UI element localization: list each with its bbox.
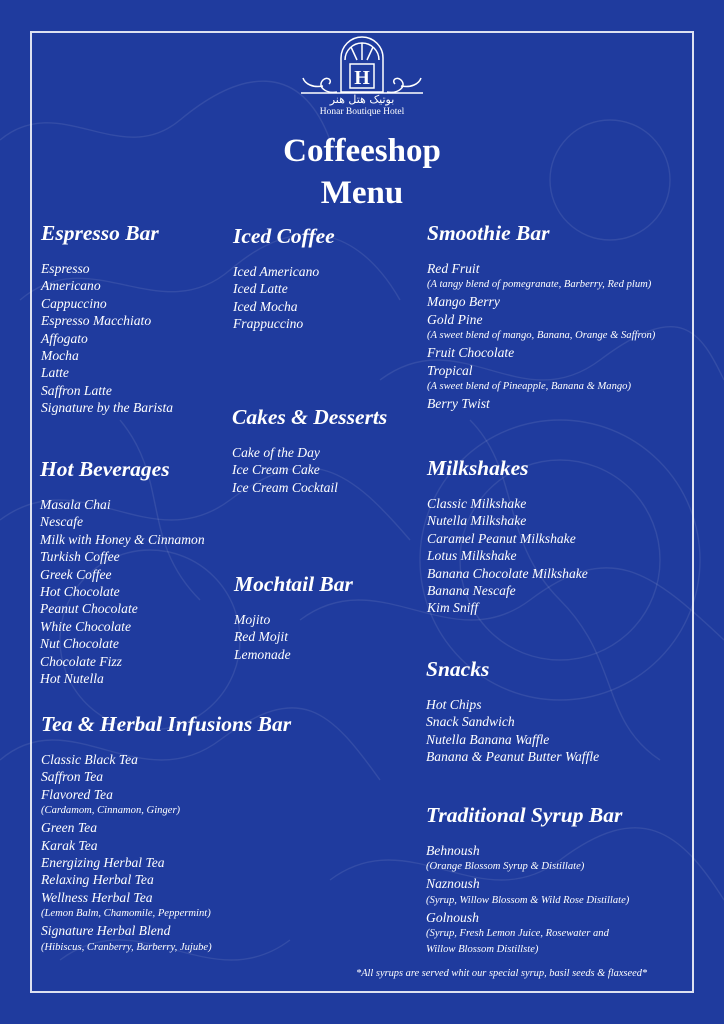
iced-coffee-list <box>233 263 335 333</box>
logo-name-english: Honar Boutique Hotel <box>319 107 405 117</box>
menu-item: Saffron Tea <box>41 769 104 785</box>
menu-item-description: (Orange Blossom Syrup & Distillate) <box>426 861 585 873</box>
cakes-desserts-section <box>232 404 387 496</box>
syrup-bar-section <box>426 802 629 958</box>
menu-item: Cake of the Day <box>232 445 320 460</box>
menu-item: Hot Chocolate <box>40 584 120 600</box>
menu-item: Lemonade <box>234 646 291 662</box>
menu-item: Milk with Honey & Cinnamon <box>40 531 205 547</box>
menu-item: Fruit Chocolate <box>427 345 515 361</box>
section-title: Hot Beverages <box>40 457 170 481</box>
espresso-bar-section <box>41 220 173 417</box>
section-title: Espresso Bar <box>41 221 159 245</box>
menu-item: Flavored Tea <box>41 786 113 802</box>
page-title-line2: Menu <box>320 175 404 211</box>
menu-item: Snack Sandwich <box>426 714 515 730</box>
syrup-bar-list <box>426 842 629 957</box>
menu-item: Affogato <box>41 330 88 346</box>
menu-item: Greek Coffee <box>40 566 112 582</box>
menu-item: Espresso <box>41 261 90 276</box>
menu-item: Cappuccino <box>41 295 107 311</box>
menu-item: Americano <box>41 278 101 294</box>
menu-item-description: (A sweet blend of Pineapple, Banana & Mango) <box>427 381 631 393</box>
menu-item-description: (A sweet blend of mango, Banana, Orange & Saffron) <box>427 330 656 342</box>
menu-item: Banana Chocolate Milkshake <box>427 565 588 581</box>
logo-letter: H <box>354 67 370 89</box>
menu-item: Hot Chips <box>426 697 482 712</box>
menu-item: Kim Sniff <box>427 600 478 616</box>
footnote: *All syrups are served whit our special syrup, basil seeds & flaxseed* <box>356 968 648 979</box>
hotel-crest-icon <box>299 36 425 96</box>
section-title: Smoothie Bar <box>427 221 550 245</box>
menu-item: Relaxing Herbal Tea <box>41 872 154 888</box>
smoothie-bar-section <box>427 220 655 412</box>
cakes-desserts-list <box>232 444 387 496</box>
menu-item: Mango Berry <box>427 294 500 310</box>
menu-item: Nutella Milkshake <box>427 513 527 529</box>
menu-item: Ice Cream Cake <box>232 462 320 478</box>
menu-item: Red Mojit <box>234 629 288 645</box>
menu-item-description: (Hibiscus, Cranberry, Barberry, Jujube) <box>41 941 212 953</box>
menu-item-description: (Cardamom, Cinnamon, Ginger) <box>41 805 181 817</box>
menu-item: Signature Herbal Blend <box>41 923 171 939</box>
snacks-list <box>426 696 599 766</box>
menu-item: Chocolate Fizz <box>40 653 122 669</box>
menu-item: Tropical <box>427 362 473 378</box>
menu-item: Energizing Herbal Tea <box>41 855 165 871</box>
menu-item: Classic Black Tea <box>41 752 138 767</box>
menu-item: Peanut Chocolate <box>40 601 138 617</box>
menu-item-description: (Syrup, Fresh Lemon Juice, Rosewater and <box>426 928 609 940</box>
menu-item: Gold Pine <box>427 311 483 327</box>
menu-item: Karak Tea <box>41 837 98 853</box>
section-title: Snacks <box>426 657 490 681</box>
menu-item: Caramel Peanut Milkshake <box>427 530 576 546</box>
menu-item: Berry Twist <box>427 396 490 412</box>
menu-item: Banana Nescafe <box>427 583 516 599</box>
snacks-section <box>426 656 599 766</box>
menu-item-description: Willow Blossom Distillste) <box>426 944 539 956</box>
menu-item: Masala Chai <box>40 497 111 512</box>
menu-item: Golnoush <box>426 909 479 925</box>
menu-item: Classic Milkshake <box>427 496 527 511</box>
menu-item: Nut Chocolate <box>40 636 119 652</box>
menu-item: Lotus Milkshake <box>427 548 517 564</box>
tea-bar-list <box>41 751 291 955</box>
menu-item: Wellness Herbal Tea <box>41 889 153 905</box>
section-title: Mochtail Bar <box>234 572 353 596</box>
menu-item: Hot Nutella <box>40 671 104 687</box>
menu-item: Iced Mocha <box>233 298 298 314</box>
menu-item: Banana & Peanut Butter Waffle <box>426 749 600 765</box>
section-title: Cakes & Desserts <box>232 405 388 429</box>
menu-item-description: (Syrup, Willow Blossom & Wild Rose Distillate) <box>426 894 630 906</box>
menu-item: Mojito <box>234 612 271 627</box>
hot-beverages-list <box>40 496 205 687</box>
menu-item: Behnoush <box>426 843 480 858</box>
espresso-bar-list <box>41 260 173 417</box>
menu-item: Frappuccino <box>233 316 304 332</box>
tea-bar-section <box>41 711 291 956</box>
menu-item: Turkish Coffee <box>40 549 120 565</box>
menu-item: Mocha <box>41 348 79 364</box>
menu-item: Nescafe <box>40 514 84 530</box>
menu-item: White Chocolate <box>40 618 131 634</box>
menu-item: Ice Cream Cocktail <box>232 479 338 495</box>
menu-item: Signature by the Barista <box>41 400 174 416</box>
section-title: Iced Coffee <box>233 224 335 248</box>
logo-name-persian: بوتیک هتل هنر <box>329 93 395 106</box>
milkshakes-list <box>427 495 588 617</box>
menu-item: Iced Latte <box>233 281 288 297</box>
menu-item-description: (Lemon Balm, Chamomile, Peppermint) <box>41 908 211 920</box>
iced-coffee-section <box>233 223 335 333</box>
menu-item: Naznoush <box>426 876 480 892</box>
section-title: Milkshakes <box>427 456 529 480</box>
hot-beverages-section <box>40 456 205 687</box>
section-title: Tea & Herbal Infusions Bar <box>41 712 292 736</box>
mocktail-bar-section <box>234 571 353 663</box>
menu-item-description: (A tangy blend of pomegranate, Barberry, Red plum) <box>427 279 652 291</box>
menu-item: Saffron Latte <box>41 382 112 398</box>
hotel-logo <box>298 36 426 118</box>
menu-item: Latte <box>41 365 69 381</box>
menu-item: Nutella Banana Waffle <box>426 731 550 747</box>
milkshakes-section <box>427 455 588 617</box>
menu-item: Green Tea <box>41 820 98 836</box>
menu-item: Red Fruit <box>427 261 480 276</box>
menu-item: Iced Americano <box>233 264 320 279</box>
smoothie-bar-list <box>427 260 655 412</box>
mocktail-bar-list <box>234 611 353 663</box>
menu-item: Espresso Macchiato <box>41 313 152 329</box>
section-title: Traditional Syrup Bar <box>426 803 623 827</box>
page-title-line1: Coffeeshop <box>283 133 441 169</box>
